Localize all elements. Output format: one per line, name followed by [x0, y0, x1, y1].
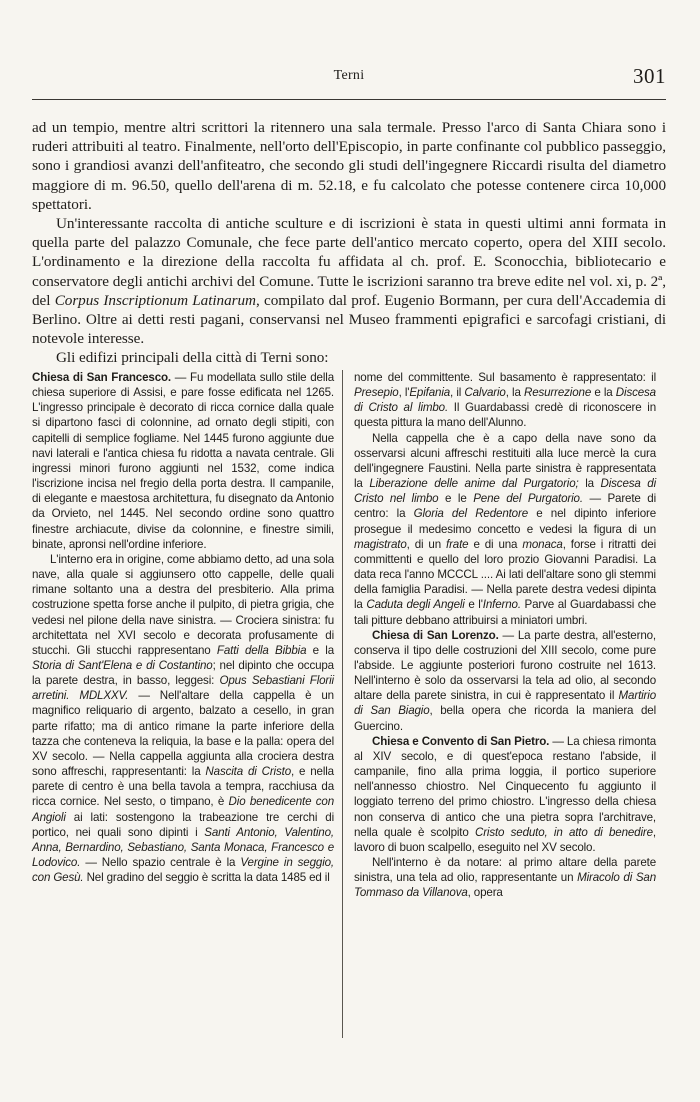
r2-italic-9: Inferno. [482, 598, 521, 612]
interno-italic-2: Storia di Sant'Elena e di Costantino [32, 658, 213, 672]
francesco-heading: Chiesa di San Francesco. [32, 371, 171, 384]
last-text-b: , opera [467, 886, 503, 900]
r2-text-i: e l' [464, 598, 483, 612]
interno-italic-6: Santi Antonio, Valentino, Anna, Bernardino, Sebastiano, Santa Monaca, Francesco e Lodovico. [32, 825, 334, 869]
lorenzo-paragraph [354, 628, 656, 734]
r2-text-h: , forse i ritratti dei committenti e quello del loro prozio Giovanni Paradisi. La data reca l'anno MCCCL .... Ai lati dell'altare sono gli stemmi della famiglia Paradisi. — Nella parete destra vedesi dipinta la [354, 537, 656, 612]
interno-text-f: ai lati: sostengono la trabeazione tre cerchi di portico, nei quali sono dipinti i [32, 810, 334, 839]
r2-text-j: Parve al Guardabassi che tali pitture debbano attribuirsi a miniatori umbri. [354, 598, 657, 627]
lorenzo-italic: Martirio di San Biagio [354, 689, 656, 718]
r2-italic-1: Liberazione delle anime dal Purgatorio; [369, 477, 579, 491]
r2-text-g: e di una [468, 537, 523, 551]
r1-italic-1: Presepio [354, 386, 399, 400]
r1-italic-2: Epifania [409, 386, 451, 400]
interno-italic-1: Fatti della Bibbia [216, 643, 307, 657]
interno-text-b: e la [306, 643, 334, 657]
lorenzo-text-a: — La parte destra, all'esterno, conserva il tipo delle costruzioni del XIII secolo, come pure l'abside. Le aggiunte posteriori furono costruite nel 1613. Nell'interno è solo da osservarsi la tela ad olio, al secondo altare della parete sinistra, in cui è rappresentato il [354, 628, 656, 703]
r1-text-e: e la [591, 386, 616, 400]
intro-p2-text-b: , compilato dal prof. Eugenio Bormann, per cura dell'Accademia di Berlino. Oltre ai detti resti pagani, conservansi nel Museo frammenti epigrafici e sarcofagi cristiani, di notevole interesse. [32, 291, 666, 348]
interno-text-c: ; nel dipinto che occupa la parete destra, in basso, leggesi: [32, 658, 334, 688]
r2-text-d: — Parete di centro: la [354, 492, 657, 521]
interno-text-h: Nel gradino del seggio è scritta la data 1485 ed il [83, 871, 330, 885]
interno-italic-7: Vergine in seggio, con Gesù. [32, 856, 334, 885]
r1-text-b: , l' [398, 386, 410, 400]
interno-text-g: — Nello spazio centrale è la [80, 856, 241, 869]
r2-text-c: e le [438, 492, 474, 506]
intro-p3-text: Gli edifizi principali della città di Terni sono: [56, 349, 329, 367]
r2-italic-2: Discesa di Cristo nel limbo [354, 477, 656, 506]
r2-italic-4: Gloria del Redentore [413, 507, 528, 521]
header-rule [32, 99, 666, 100]
interno-italic-4: Nascita di Cristo [205, 765, 291, 779]
r2-italic-7: monaca [522, 537, 563, 551]
pietro-heading: Chiesa e Convento di San Pietro. [372, 734, 550, 748]
pietro-text-a: — La chiesa rimonta al XIV secolo, e di quest'epoca restano l'abside, il campanile, fino alla prima loggia, il portico superiore nell'annesso chiostro. Nel Cinquecento fu aggiunto il loggiato terreno del primo chiostro. L'ingresso della chiesa non conserva di antico che una pietra sopra l'architrave, nella quale è scolpito [354, 734, 657, 839]
interno-text-d: — Nell'altare della cappella è un magnifico reliquario di argento, balzato a cesello, in gran parte rifatto; ma di antico rimane la parte inferiore della tazza che conteneva la reliquia, la base e la palla: opera del XV secolo. — Nella cappella aggiunta alla crociera destra sono affreschi, rappresentanti: la [32, 689, 334, 779]
intro-p2-text-a: Un'interessante raccolta di antiche sculture e di iscrizioni è stata in questi ultimi anni formata in quella parte del palazzo Comunale, che fece parte dell'antico mercato coperto, opera del XIII secolo. L'ordinamento e la direzione della raccolta fu affidata al ch. prof. E. Sconocchia, bibliotecario e conservatore degli antichi archivi del Comune. Tutte le iscrizioni saranno tra breve edite nel vol. xi, p. 2ª, del [32, 215, 666, 309]
r1-text-a: nome del committente. Sul basamento è rappresentato: il [354, 371, 656, 384]
r1-italic-4: Resurrezione [523, 386, 592, 400]
right-column [354, 370, 656, 900]
lorenzo-text-b: , bella opera che ricorda la maniera del Guercino. [354, 704, 656, 733]
r1-text-c: , il [450, 386, 465, 400]
pietro-text-b: , lavoro di buon scalpello, eseguito nel XV secolo. [354, 825, 656, 854]
pietro-paragraph [354, 734, 656, 855]
last-italic: Miracolo di San Tommaso da Villanova [354, 871, 657, 900]
intro-paragraph-2 [32, 214, 666, 348]
lorenzo-heading: Chiesa di San Lorenzo. [372, 628, 499, 642]
interno-text-e: , e nella parete di centro è una bella tavola a tempra, racchiusa da ricca cornice. Nel sesto, o timpano, è [32, 765, 334, 809]
r2-italic-8: Caduta degli Angeli [366, 598, 465, 612]
r1-italic-5: Discesa di Cristo al limbo. [354, 386, 656, 415]
r2-italic-6: frate [446, 537, 469, 551]
corpus-title: Corpus Inscriptionum Latinarum [54, 291, 256, 309]
intro-text [32, 118, 666, 368]
r2-text-e: e nel dipinto inferiore prosegue il medesimo concetto e vedesi la figura di un [354, 507, 656, 536]
interno-paragraph [32, 552, 334, 885]
r2-text-a: Nella cappella che è a capo della nave sono da osservarsi alcuni affreschi restituiti alla luce mercè la cura dell'ingegnere Faustini. Nella parte sinistra è rappresentata la [354, 431, 656, 491]
continuation-paragraph [354, 370, 656, 431]
r1-italic-3: Calvario [464, 386, 506, 400]
intro-paragraph-1 [32, 118, 666, 214]
interno-text-a: L'interno era in origine, come abbiamo detto, ad una sola nave, alla quale si aggiunsero otto cappelle, delle quali rimane soltanto una a destra del presbiterio. Alla prima costruzione spetta forse anche il pulpito, di pietra grigia, che vedesi nel pilone della nave sinistra. — Crociera sinistra: fu architettata nel XVI secolo e decorata profusamente di stucchi. Gli stucchi rappresentano [32, 552, 334, 657]
francesco-text: — Fu modellata sullo stile della chiesa superiore di Assisi, e pare fosse edificata nel 1265. L'ingresso principale è decorato di ricca cornice dalla quale si dipartono fasci di colonnine, ad ornato degli stipiti, con capitelli di semplice fogliame. Nel 1445 furono aggiunte due navi laterali e l'antica chiesa fu ridotta a navata centrale. Gli ingressi minori furono aggiunti nel 1532, come indica l'iscrizione incisa nel fregio della porta destra. Il campanile, di elegante e maestosa architettura, fu disegnato da Antonio da Orvieto, nel 1445. Nel secondo ordine sono quattro finestre archiacute, divise da colonnine, e finestre simili, binate, apronsi nell'ordine inferiore. [32, 371, 334, 551]
interno-italic-3: Opus Sebastiani Florii arretini. MDLXXV. [32, 674, 334, 703]
page-number: 301 [633, 64, 666, 88]
running-head [32, 64, 666, 92]
r1-text-d: , la [505, 386, 524, 400]
interno-pietro-paragraph [354, 855, 656, 900]
r2-text-f: , di un [406, 537, 446, 551]
r1-text-f: Il Guardabassi credè di riconoscere in questa pittura la mano dell'Alunno. [354, 401, 656, 430]
r2-text-b: la [578, 477, 601, 491]
intro-p1-text: ad un tempio, mentre altri scrittori la ritennero una sala termale. Presso l'arco di Santa Chiara sono i ruderi attribuiti al teatro. Finalmente, nell'orto dell'Episcopio, in parte confinante col pubblico passeggio, sono i grandiosi avanzi dell'anfiteatro, che secondo gli studi dell'ingegnere Riccardi risulta del diametro maggiore di m. 96.50, quello dell'arena di m. 52.18, e fu calcolato che potesse contenere circa 10,000 spettatori. [32, 119, 666, 213]
column-rule [342, 370, 343, 1038]
interno-italic-5: Dio benedicente con Angioli [32, 795, 334, 824]
intro-paragraph-3 [32, 348, 666, 367]
cappella-paragraph [354, 431, 656, 628]
running-title: Terni [333, 68, 365, 83]
two-column-body [32, 370, 666, 1060]
francesco-paragraph [32, 370, 334, 552]
r2-italic-5: magistrato [354, 537, 407, 551]
r2-italic-3: Pene del Purgatorio. [473, 492, 583, 506]
pietro-italic: Cristo seduto, in atto di benedire [474, 825, 653, 839]
left-column [32, 370, 334, 885]
last-text-a: Nell'interno è da notare: al primo altare della parete sinistra, una tela ad olio, rappresentante un [354, 856, 656, 885]
